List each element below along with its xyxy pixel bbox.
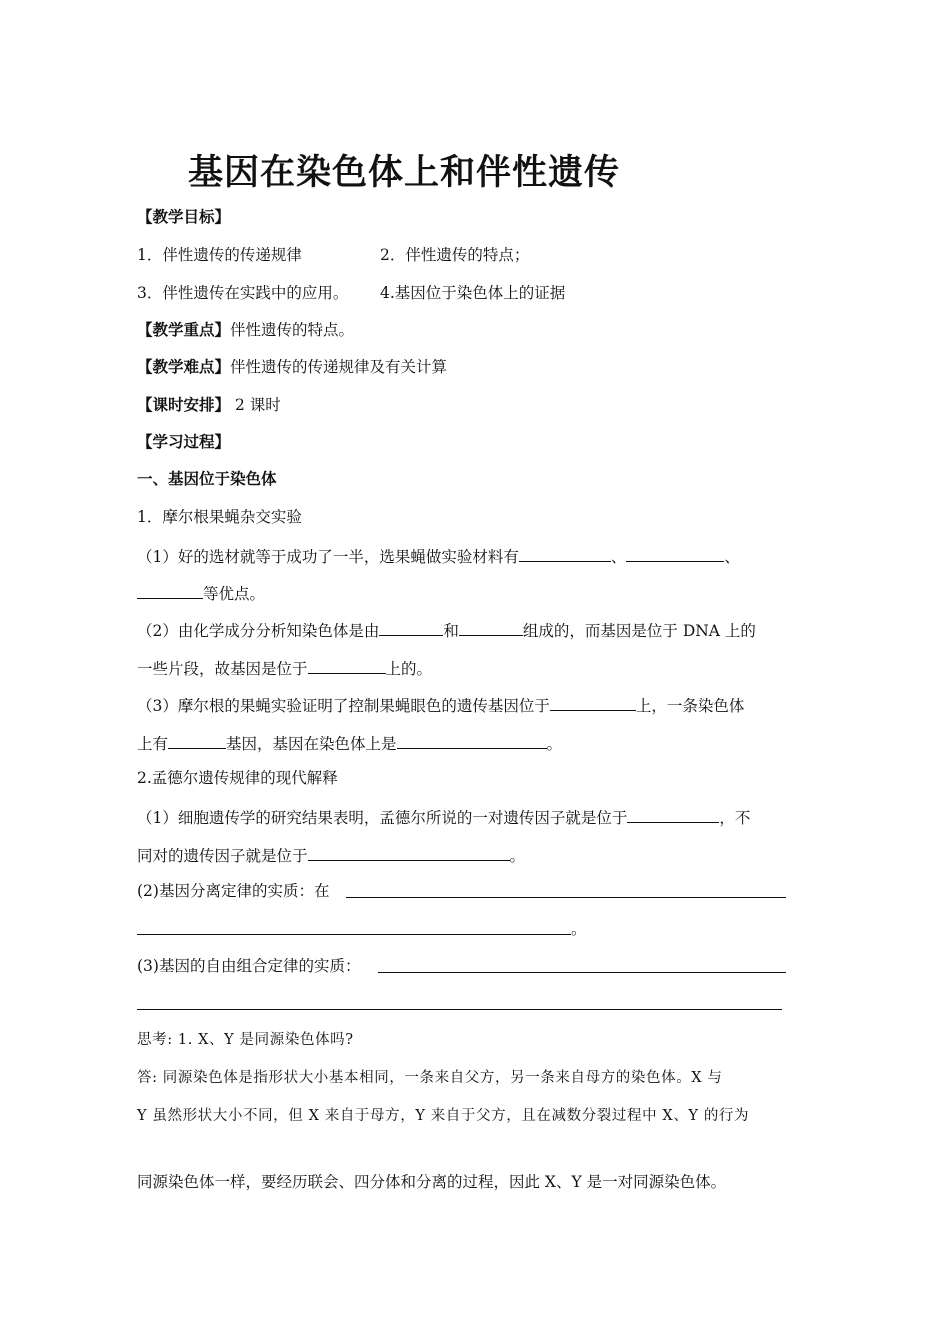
answer-blank[interactable] xyxy=(168,731,226,749)
answer-blank[interactable] xyxy=(379,618,443,636)
question-text: (2)基因分离定律的实质：在 xyxy=(137,882,330,900)
answer-blank[interactable] xyxy=(137,581,203,599)
question-1-line-1 xyxy=(137,544,740,568)
subsection-1-heading: 1．摩尔根果蝇杂交实验 xyxy=(137,508,302,526)
process-heading: 【学习过程】 xyxy=(137,433,231,451)
answer-line[interactable] xyxy=(137,1009,782,1010)
document-title: 基因在染色体上和伴性遗传 xyxy=(188,153,621,193)
thinking-question: 思考: 1. X、Y 是同源染色体吗? xyxy=(137,1032,354,1048)
question-3-line-2 xyxy=(137,731,562,755)
thinking-answer-line-1: 答: 同源染色体是指形状大小基本相同，一条来自父方，另一条来自母方的染色体。X 与 xyxy=(137,1070,723,1086)
teaching-goals-heading: 【教学目标】 xyxy=(137,208,231,226)
schedule-label: 【课时安排】 xyxy=(137,396,231,414)
answer-blank[interactable] xyxy=(550,693,636,711)
goal-item-4: 4.基因位于染色体上的证据 xyxy=(380,284,566,302)
difficulty-label: 【教学难点】 xyxy=(137,358,231,376)
separator: 、 xyxy=(610,548,627,566)
question-2-line-2 xyxy=(137,656,432,680)
goal-item-3: 3．伴性遗传在实践中的应用。 xyxy=(137,284,349,302)
question-text: 上有 xyxy=(137,735,169,753)
question-text: （3）摩尔根的果蝇实验证明了控制果蝇眼色的遗传基因位于 xyxy=(137,697,550,715)
mendel-1-line-1 xyxy=(137,805,750,829)
answer-blank[interactable] xyxy=(627,805,719,823)
answer-line[interactable] xyxy=(378,972,786,973)
answer-line[interactable] xyxy=(346,897,786,898)
answer-line[interactable] xyxy=(137,934,571,935)
schedule-text: 2 课时 xyxy=(230,396,281,414)
section1-heading: 一、基因位于染色体 xyxy=(137,470,277,488)
thinking-answer-line-3: 同源染色体一样，要经历联会、四分体和分离的过程，因此 X、Y 是一对同源染色体。 xyxy=(137,1173,727,1191)
key-point-text: 伴性遗传的特点。 xyxy=(230,321,355,339)
question-text: （2）由化学成分分析知染色体是由 xyxy=(137,622,380,640)
goal-item-2: 2．伴性遗传的特点； xyxy=(380,246,530,264)
goal-item-1: 1．伴性遗传的传递规律 xyxy=(137,246,302,264)
answer-blank[interactable] xyxy=(519,544,611,562)
answer-blank[interactable] xyxy=(308,656,386,674)
question-text: 上，一条染色体 xyxy=(635,697,745,715)
question-text: (3)基因的自由组合定律的实质： xyxy=(137,957,361,975)
schedule-line xyxy=(137,394,281,416)
question-text: （1）细胞遗传学的研究结果表明，孟德尔所说的一对遗传因子就是位于 xyxy=(137,809,628,827)
question-text: 等优点。 xyxy=(203,585,266,603)
question-2-line-1 xyxy=(137,618,756,642)
thinking-answer-line-2: Y 虽然形状大小不同，但 X 来自于母方，Y 来自于父方，且在减数分裂过程中 X、Y 的行为 xyxy=(137,1108,750,1124)
question-1-line-2 xyxy=(137,581,265,605)
separator: 、 xyxy=(724,548,740,566)
answer-blank[interactable] xyxy=(459,618,523,636)
answer-blank[interactable] xyxy=(626,544,724,562)
mendel-3-line-1 xyxy=(137,955,360,977)
mendel-2-line-1 xyxy=(137,880,329,902)
answer-blank[interactable] xyxy=(308,843,510,861)
question-text: 。 xyxy=(546,735,563,753)
question-text: 基因，基因在染色体上是 xyxy=(226,735,397,753)
mendel-1-line-2 xyxy=(137,843,525,867)
question-text: 和 xyxy=(443,622,459,640)
answer-blank[interactable] xyxy=(397,731,547,749)
question-text: 上的。 xyxy=(385,660,433,678)
question-text: 同对的遗传因子就是位于 xyxy=(137,847,308,865)
question-3-line-1 xyxy=(137,693,744,717)
key-point-label: 【教学重点】 xyxy=(137,321,231,339)
difficulty-text: 伴性遗传的传递规律及有关计算 xyxy=(230,358,448,376)
question-text: ，不 xyxy=(719,809,751,827)
difficulty-line xyxy=(137,356,447,378)
subsection-2-heading: 2.孟德尔遗传规律的现代解释 xyxy=(137,769,338,787)
question-text: 一些片段，故基因是位于 xyxy=(137,660,308,678)
key-point-line xyxy=(137,319,354,341)
question-text: 组成的，而基因是位于 DNA 上的 xyxy=(522,622,756,640)
question-text: （1）好的选材就等于成功了一半，选果蝇做实验材料有 xyxy=(137,548,519,566)
mendel-2-end: 。 xyxy=(571,920,587,938)
question-text: 。 xyxy=(509,847,526,865)
